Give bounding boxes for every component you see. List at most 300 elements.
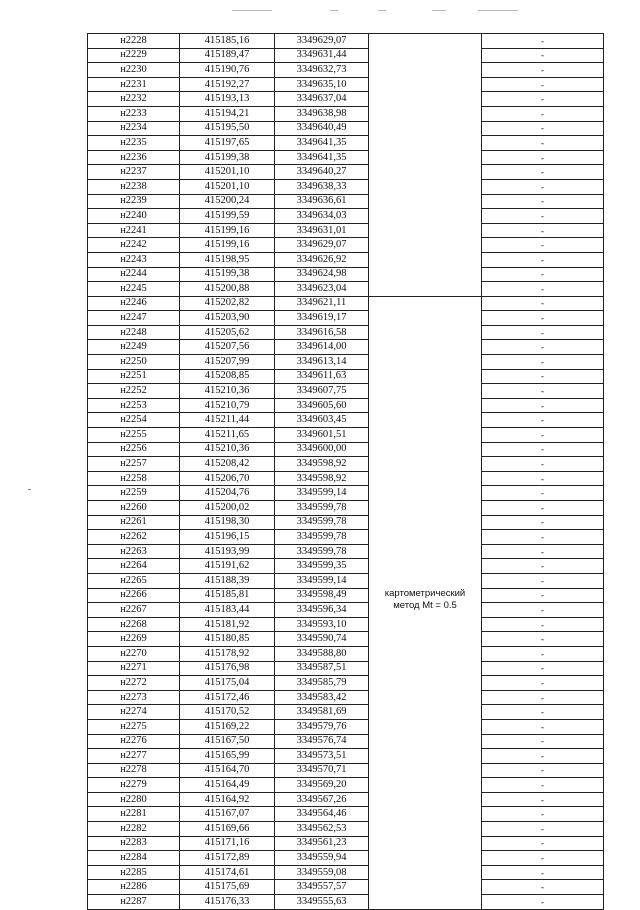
point-name-cell: н2283 [88,836,180,851]
dash-cell: - [482,865,604,880]
y-coordinate-cell: 3349598,92 [275,457,369,472]
table-row [88,865,604,880]
point-name-cell: н2263 [88,544,180,559]
x-coordinate-cell: 415210,36 [180,442,275,457]
y-coordinate-cell: 3349600,00 [275,442,369,457]
x-coordinate-cell: 415202,82 [180,296,275,311]
dash-cell: - [482,252,604,267]
method-cell [369,632,482,647]
x-coordinate-cell: 415197,65 [180,136,275,151]
method-cell [369,617,482,632]
y-coordinate-cell: 3349638,33 [275,179,369,194]
table-row [88,719,604,734]
dash-cell: - [482,486,604,501]
dash-cell: - [482,63,604,78]
dash-cell: - [482,384,604,399]
method-cell [369,92,482,107]
y-coordinate-cell: 3349587,51 [275,661,369,676]
y-coordinate-cell: 3349583,42 [275,690,369,705]
table-row [88,179,604,194]
point-name-cell: н2284 [88,851,180,866]
dash-cell: - [482,136,604,151]
x-coordinate-cell: 415204,76 [180,486,275,501]
table-row [88,836,604,851]
coordinates-table [87,33,604,910]
table-row [88,501,604,516]
x-coordinate-cell: 415169,66 [180,822,275,837]
table-row [88,63,604,78]
y-coordinate-cell: 3349629,07 [275,238,369,253]
y-coordinate-cell: 3349626,92 [275,252,369,267]
y-coordinate-cell: 3349557,57 [275,880,369,895]
point-name-cell: н2280 [88,792,180,807]
point-name-cell: н2253 [88,398,180,413]
point-name-cell: н2237 [88,165,180,180]
table-row [88,676,604,691]
method-cell [369,836,482,851]
table-row [88,106,604,121]
dash-cell: - [482,895,604,910]
x-coordinate-cell: 415200,24 [180,194,275,209]
y-coordinate-cell: 3349637,04 [275,92,369,107]
x-coordinate-cell: 415172,46 [180,690,275,705]
scan-mark [330,10,338,11]
x-coordinate-cell: 415200,02 [180,501,275,516]
dash-cell: - [482,763,604,778]
point-name-cell: н2251 [88,369,180,384]
margin-mark [28,489,31,490]
table-row [88,515,604,530]
x-coordinate-cell: 415198,30 [180,515,275,530]
point-name-cell: н2276 [88,734,180,749]
x-coordinate-cell: 415194,21 [180,106,275,121]
point-name-cell: н2287 [88,895,180,910]
table-row [88,413,604,428]
point-name-cell: н2278 [88,763,180,778]
y-coordinate-cell: 3349562,53 [275,822,369,837]
y-coordinate-cell: 3349564,46 [275,807,369,822]
dash-cell: - [482,544,604,559]
point-name-cell: н2255 [88,428,180,443]
y-coordinate-cell: 3349605,60 [275,398,369,413]
table-row [88,77,604,92]
dash-cell: - [482,836,604,851]
x-coordinate-cell: 415211,44 [180,413,275,428]
table-row [88,165,604,180]
method-cell [369,165,482,180]
method-cell [369,398,482,413]
method-cell [369,106,482,121]
dash-cell: - [482,209,604,224]
point-name-cell: н2245 [88,282,180,297]
method-cell [369,442,482,457]
x-coordinate-cell: 415201,10 [180,179,275,194]
dash-cell: - [482,428,604,443]
method-cell [369,865,482,880]
point-name-cell: н2281 [88,807,180,822]
x-coordinate-cell: 415207,56 [180,340,275,355]
dash-cell: - [482,325,604,340]
table-row [88,851,604,866]
method-label-line1: картометрический [384,588,466,600]
point-name-cell: н2240 [88,209,180,224]
table-row [88,807,604,822]
method-cell [369,807,482,822]
dash-cell: - [482,267,604,282]
table-row [88,442,604,457]
table-row [88,822,604,837]
y-coordinate-cell: 3349638,98 [275,106,369,121]
method-cell [369,179,482,194]
y-coordinate-cell: 3349598,92 [275,471,369,486]
method-cell [369,150,482,165]
table-row [88,340,604,355]
method-cell [369,792,482,807]
point-name-cell: н2262 [88,530,180,545]
x-coordinate-cell: 415170,52 [180,705,275,720]
dash-cell: - [482,501,604,516]
y-coordinate-cell: 3349632,73 [275,63,369,78]
y-coordinate-cell: 3349596,34 [275,603,369,618]
method-cell [369,661,482,676]
dash-cell: - [482,442,604,457]
method-cell [369,223,482,238]
x-coordinate-cell: 415164,49 [180,778,275,793]
table-row [88,325,604,340]
x-coordinate-cell: 415175,69 [180,880,275,895]
table-row [88,252,604,267]
y-coordinate-cell: 3349611,63 [275,369,369,384]
x-coordinate-cell: 415199,59 [180,209,275,224]
method-cell [369,48,482,63]
table-row [88,530,604,545]
y-coordinate-cell: 3349555,63 [275,895,369,910]
method-cell [369,296,482,311]
method-cell [369,311,482,326]
method-cell [369,778,482,793]
x-coordinate-cell: 415210,79 [180,398,275,413]
dash-cell: - [482,646,604,661]
y-coordinate-cell: 3349616,58 [275,325,369,340]
y-coordinate-cell: 3349581,69 [275,705,369,720]
method-cell [369,559,482,574]
x-coordinate-cell: 415164,92 [180,792,275,807]
method-cell [369,252,482,267]
y-coordinate-cell: 3349585,79 [275,676,369,691]
x-coordinate-cell: 415196,15 [180,530,275,545]
table-row [88,282,604,297]
point-name-cell: н2234 [88,121,180,136]
y-coordinate-cell: 3349629,07 [275,34,369,49]
point-name-cell: н2279 [88,778,180,793]
point-name-cell: н2270 [88,646,180,661]
table-row [88,150,604,165]
table-row [88,880,604,895]
y-coordinate-cell: 3349561,23 [275,836,369,851]
dash-cell: - [482,165,604,180]
table-row [88,661,604,676]
dash-cell: - [482,690,604,705]
x-coordinate-cell: 415175,04 [180,676,275,691]
table-row [88,749,604,764]
method-cell [369,355,482,370]
table-row [88,471,604,486]
x-coordinate-cell: 415185,81 [180,588,275,603]
x-coordinate-cell: 415199,38 [180,267,275,282]
method-cell [369,121,482,136]
point-name-cell: н2231 [88,77,180,92]
point-name-cell: н2254 [88,413,180,428]
table-row [88,544,604,559]
table-row [88,136,604,151]
table-row [88,355,604,370]
method-cell [369,501,482,516]
y-coordinate-cell: 3349599,14 [275,486,369,501]
point-name-cell: н2285 [88,865,180,880]
method-cell [369,209,482,224]
y-coordinate-cell: 3349641,35 [275,136,369,151]
dash-cell: - [482,194,604,209]
dash-cell: - [482,413,604,428]
table-row [88,311,604,326]
point-name-cell: н2238 [88,179,180,194]
method-cell [369,763,482,778]
method-cell [369,719,482,734]
point-name-cell: н2282 [88,822,180,837]
dash-cell: - [482,457,604,472]
y-coordinate-cell: 3349569,20 [275,778,369,793]
method-cell [369,646,482,661]
dash-cell: - [482,296,604,311]
table-row [88,48,604,63]
y-coordinate-cell: 3349590,74 [275,632,369,647]
y-coordinate-cell: 3349623,04 [275,282,369,297]
dash-cell: - [482,880,604,895]
y-coordinate-cell: 3349599,78 [275,501,369,516]
method-cell [369,588,482,612]
dash-cell: - [482,734,604,749]
point-name-cell: н2250 [88,355,180,370]
table-row [88,588,604,603]
x-coordinate-cell: 415208,42 [180,457,275,472]
method-cell [369,749,482,764]
point-name-cell: н2274 [88,705,180,720]
dash-cell: - [482,822,604,837]
point-name-cell: н2277 [88,749,180,764]
table-row [88,223,604,238]
method-cell [369,325,482,340]
table-row [88,34,604,49]
point-name-cell: н2259 [88,486,180,501]
point-name-cell: н2286 [88,880,180,895]
x-coordinate-cell: 415167,50 [180,734,275,749]
x-coordinate-cell: 415199,16 [180,223,275,238]
table-row [88,92,604,107]
x-coordinate-cell: 415185,16 [180,34,275,49]
y-coordinate-cell: 3349640,49 [275,121,369,136]
point-name-cell: н2239 [88,194,180,209]
y-coordinate-cell: 3349607,75 [275,384,369,399]
dash-cell: - [482,34,604,49]
x-coordinate-cell: 415167,07 [180,807,275,822]
dash-cell: - [482,106,604,121]
method-cell [369,573,482,588]
point-name-cell: н2247 [88,311,180,326]
dash-cell: - [482,179,604,194]
y-coordinate-cell: 3349573,51 [275,749,369,764]
x-coordinate-cell: 415165,99 [180,749,275,764]
method-cell [369,63,482,78]
point-name-cell: н2264 [88,559,180,574]
point-name-cell: н2241 [88,223,180,238]
y-coordinate-cell: 3349599,78 [275,515,369,530]
method-cell [369,705,482,720]
table-row [88,457,604,472]
method-cell [369,515,482,530]
x-coordinate-cell: 415201,10 [180,165,275,180]
x-coordinate-cell: 415176,33 [180,895,275,910]
table-row [88,632,604,647]
x-coordinate-cell: 415178,92 [180,646,275,661]
point-name-cell: н2267 [88,603,180,618]
table-row [88,690,604,705]
point-name-cell: н2243 [88,252,180,267]
y-coordinate-cell: 3349559,08 [275,865,369,880]
point-name-cell: н2273 [88,690,180,705]
method-cell [369,136,482,151]
method-cell [369,895,482,910]
table-row [88,573,604,588]
x-coordinate-cell: 415181,92 [180,617,275,632]
dash-cell: - [482,792,604,807]
scan-mark [478,10,518,11]
method-cell [369,77,482,92]
method-cell [369,457,482,472]
y-coordinate-cell: 3349599,35 [275,559,369,574]
x-coordinate-cell: 415208,85 [180,369,275,384]
point-name-cell: н2258 [88,471,180,486]
dash-cell: - [482,559,604,574]
y-coordinate-cell: 3349621,11 [275,296,369,311]
dash-cell: - [482,719,604,734]
table-row [88,428,604,443]
dash-cell: - [482,661,604,676]
dash-cell: - [482,150,604,165]
table-row [88,267,604,282]
x-coordinate-cell: 415203,90 [180,311,275,326]
y-coordinate-cell: 3349640,27 [275,165,369,180]
point-name-cell: н2272 [88,676,180,691]
point-name-cell: н2256 [88,442,180,457]
method-cell [369,413,482,428]
table-row [88,369,604,384]
method-cell [369,194,482,209]
y-coordinate-cell: 3349593,10 [275,617,369,632]
x-coordinate-cell: 415205,62 [180,325,275,340]
table-row [88,734,604,749]
y-coordinate-cell: 3349634,03 [275,209,369,224]
dash-cell: - [482,282,604,297]
dash-cell: - [482,530,604,545]
method-cell [369,238,482,253]
table-row [88,238,604,253]
dash-cell: - [482,851,604,866]
dash-cell: - [482,121,604,136]
point-name-cell: н2269 [88,632,180,647]
method-cell [369,34,482,49]
method-cell [369,340,482,355]
method-cell [369,880,482,895]
y-coordinate-cell: 3349624,98 [275,267,369,282]
dash-cell: - [482,471,604,486]
x-coordinate-cell: 415195,50 [180,121,275,136]
point-name-cell: н2260 [88,501,180,516]
dash-cell: - [482,778,604,793]
point-name-cell: н2233 [88,106,180,121]
dash-cell: - [482,749,604,764]
method-label-line2: метод Mt = 0.5 [393,600,457,612]
y-coordinate-cell: 3349570,71 [275,763,369,778]
coordinates-table-body [88,34,604,910]
point-name-cell: н2265 [88,573,180,588]
y-coordinate-cell: 3349603,45 [275,413,369,428]
point-name-cell: н2242 [88,238,180,253]
method-cell [369,690,482,705]
x-coordinate-cell: 415188,39 [180,573,275,588]
x-coordinate-cell: 415198,95 [180,252,275,267]
table-row [88,603,604,618]
point-name-cell: н2248 [88,325,180,340]
dash-cell: - [482,238,604,253]
x-coordinate-cell: 415207,99 [180,355,275,370]
table-row [88,778,604,793]
table-row [88,296,604,311]
point-name-cell: н2252 [88,384,180,399]
x-coordinate-cell: 415199,16 [180,238,275,253]
dash-cell: - [482,48,604,63]
dash-cell: - [482,398,604,413]
point-name-cell: н2232 [88,92,180,107]
y-coordinate-cell: 3349619,17 [275,311,369,326]
y-coordinate-cell: 3349613,14 [275,355,369,370]
method-cell [369,676,482,691]
x-coordinate-cell: 415180,85 [180,632,275,647]
dash-cell: - [482,223,604,238]
x-coordinate-cell: 415171,16 [180,836,275,851]
dash-cell: - [482,807,604,822]
method-cell [369,851,482,866]
dash-cell: - [482,92,604,107]
table-row [88,705,604,720]
point-name-cell: н2246 [88,296,180,311]
table-row [88,559,604,574]
x-coordinate-cell: 415176,98 [180,661,275,676]
y-coordinate-cell: 3349559,94 [275,851,369,866]
table-row [88,486,604,501]
point-name-cell: н2244 [88,267,180,282]
point-name-cell: н2236 [88,150,180,165]
y-coordinate-cell: 3349631,44 [275,48,369,63]
method-cell [369,267,482,282]
x-coordinate-cell: 415192,27 [180,77,275,92]
y-coordinate-cell: 3349599,14 [275,573,369,588]
x-coordinate-cell: 415164,70 [180,763,275,778]
table-row [88,763,604,778]
x-coordinate-cell: 415172,89 [180,851,275,866]
point-name-cell: н2275 [88,719,180,734]
scan-mark [378,10,386,11]
y-coordinate-cell: 3349631,01 [275,223,369,238]
